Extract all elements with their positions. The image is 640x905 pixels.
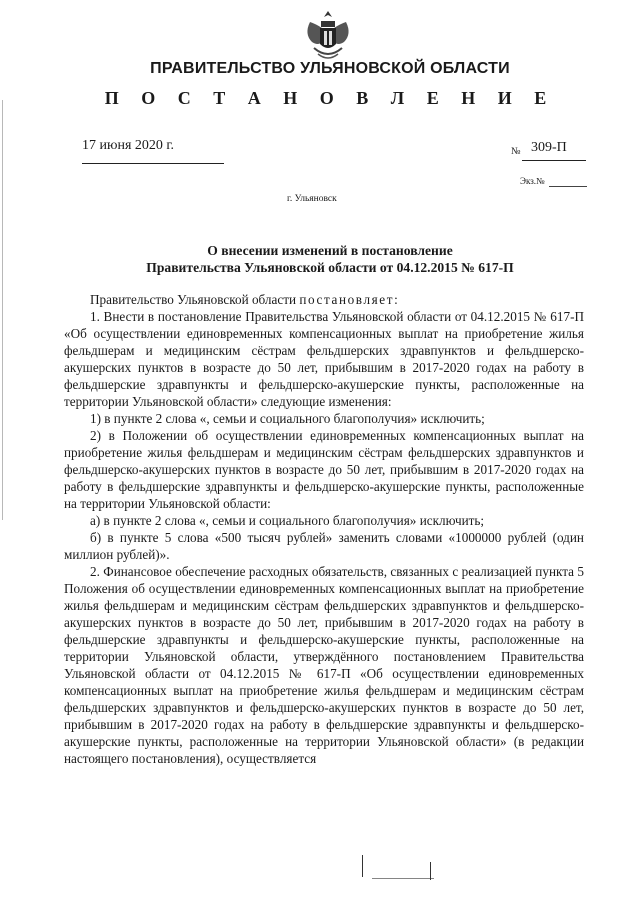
- paragraph-1-1: 1) в пункте 2 слова «, семьи и социального благополучия» исключить;: [90, 411, 485, 426]
- coat-of-arms-icon: [300, 8, 356, 64]
- document-type: П О С Т А Н О В Л Е Н И Е: [104, 88, 556, 108]
- document-title: [90, 242, 570, 276]
- scan-mark: [372, 878, 434, 879]
- paragraph-1-2: 2) в Положении об осуществлении единовременных компенсационных выплат на приобретение жилья фельдшерам и медицинским сёстрам фельдшерских здравпунктов и фельдшерско-акушерских пунктов в возрасте до 50 лет, прибывшим в 2017-2020 годах на работу в фельдшерские здравпункты и фельдшерско-акушерские пункты, расположенные на территории Ульяновской области:: [64, 428, 584, 511]
- paragraph-1-2-b: б) в пункте 5 слова «500 тысяч рублей» заменить словами «1000000 рублей (один миллион рублей)».: [64, 530, 584, 562]
- intro-paragraph: [64, 291, 584, 308]
- government-name: ПРАВИТЕЛЬСТВО УЛЬЯНОВСКОЙ ОБЛАСТИ: [150, 60, 510, 77]
- number-label: №: [511, 146, 521, 157]
- scan-mark: [2, 100, 3, 520]
- paragraph-1-2-a: а) в пункте 2 слова «, семьи и социального благополучия» исключить;: [90, 513, 485, 528]
- intro-prefix: Правительство Ульяновской области: [90, 292, 300, 307]
- copy-number-underline: [549, 186, 587, 187]
- date-underline: [82, 163, 224, 164]
- title-line-1: О внесении изменений в постановление: [207, 243, 453, 258]
- intro-suffix: :: [394, 292, 398, 307]
- document-number: 309-П: [531, 140, 567, 155]
- intro-verb: постановляет: [299, 292, 395, 307]
- title-line-2: Правительства Ульяновской области от 04.12.2015 № 617-П: [146, 260, 514, 275]
- number-underline: [522, 160, 586, 161]
- paragraph-1: 1. Внести в постановление Правительства Ульяновской области от 04.12.2015 № 617-П «Об осуществлении единовременных компенсационных выплат на приобретение жилья фельдшерам и медицинским сёстрам фельдшерских здравпунктов и фельдшерско-акушерских пунктов в возрасте до 50 лет, прибывшим в 2017-2020 годах на работу в фельдшерские здравпункты и фельдшерско-акушерские пункты, расположенные на территории Ульяновской области» следующие изменения:: [64, 309, 584, 409]
- document-body: [64, 291, 584, 767]
- copy-number-label: Экз.№: [520, 176, 545, 186]
- city: г. Ульяновск: [287, 194, 337, 204]
- scan-mark: [362, 855, 363, 877]
- paragraph-2: 2. Финансовое обеспечение расходных обязательств, связанных с реализацией пункта 5 Положения об осуществлении единовременных компенсационных выплат на приобретение жилья фельдшерам и медицинским сёстрам фельдшерских здравпунктов и фельдшерско-акушерских пунктов в возрасте до 50 лет, прибывшим в 2017-2020 годах на работу в фельдшерские здравпункты и фельдшерско-акушерские пункты, расположенные на территории Ульяновской области, утверждённого постановлением Правительства Ульяновской области от 04.12.2015 № 617-П «Об осуществлении единовременных компенсационных выплат на приобретение жилья фельдшерам и медицинским сёстрам фельдшерских здравпунктов и фельдшерско-акушерских пунктов в возрасте до 50 лет, прибывшим в 2017-2020 годах на работу в фельдшерские здравпункты и фельдшерско-акушерские пункты, расположенные на территории Ульяновской области» (в редакции настоящего постановления), осуществляется: [64, 564, 584, 766]
- document-date: 17 июня 2020 г.: [82, 138, 175, 153]
